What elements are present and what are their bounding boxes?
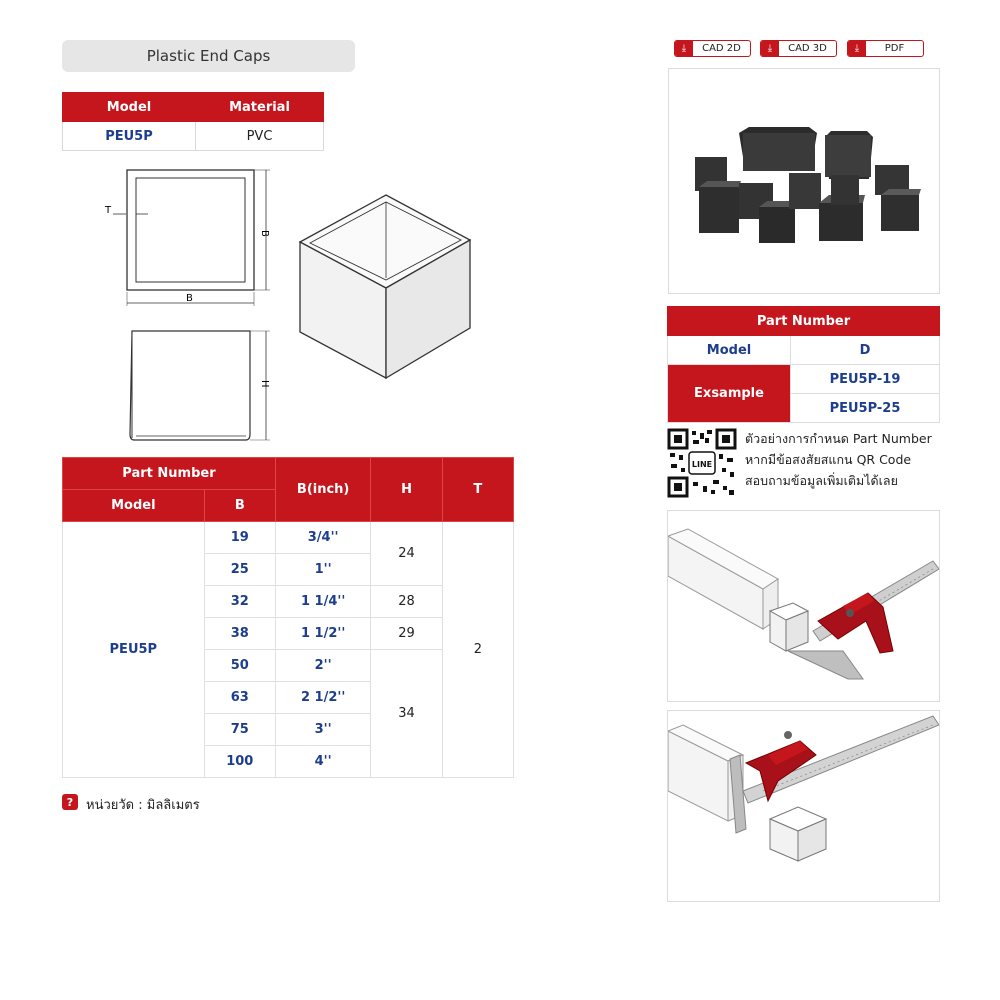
question-icon: ? (62, 794, 78, 810)
pn-d-label: D (791, 336, 940, 365)
spec-b: 32 (204, 586, 275, 618)
spec-t: 2 (442, 522, 513, 778)
pn-model-label: Model (668, 336, 791, 365)
spec-b: 63 (204, 682, 275, 714)
qr-code[interactable] (667, 428, 737, 498)
product-photo (668, 68, 940, 294)
spec-b: 75 (204, 714, 275, 746)
spec-inch: 3'' (275, 714, 370, 746)
spec-b: 25 (204, 554, 275, 586)
spec-b: 50 (204, 650, 275, 682)
spec-b: 19 (204, 522, 275, 554)
cad-3d-button[interactable]: ⤓ CAD 3D (760, 40, 837, 57)
top-view-outer (127, 170, 254, 290)
cad-2d-button[interactable]: ⤓ CAD 2D (674, 40, 751, 57)
label-b-bottom: B (186, 293, 193, 304)
part-number-table (667, 306, 940, 423)
spec-header-b: B (204, 490, 275, 522)
unit-note: หน่วยวัด : มิลลิเมตร (86, 798, 200, 813)
pn-example-label: Exsample (668, 365, 791, 423)
download-icon: ⤓ (761, 41, 779, 56)
label-t: T (105, 205, 112, 216)
pn-title: Part Number (668, 307, 940, 336)
spec-header-h: H (371, 458, 442, 522)
spec-model: PEU5P (63, 522, 205, 778)
pn-example: PEU5P-19 (791, 365, 940, 394)
spec-inch: 2 1/2'' (275, 682, 370, 714)
spec-inch: 3/4'' (275, 522, 370, 554)
material-header-model: Model (63, 93, 196, 122)
label-b-side: B (259, 230, 270, 237)
usage-illustration-2 (667, 710, 940, 902)
spec-header-t: T (442, 458, 513, 522)
spec-b: 100 (204, 746, 275, 778)
spec-inch: 4'' (275, 746, 370, 778)
qr-instructions: ตัวอย่างการกำหนด Part Number หากมีข้อสงสัยสแกน QR Code สอบถามข้อมูลเพิ่มเติมได้เลย (745, 431, 932, 488)
usage-illustration-1 (667, 510, 940, 702)
material-table (62, 92, 324, 151)
material-value: PVC (196, 122, 324, 151)
spec-header-binch: B(inch) (275, 458, 370, 522)
spec-h: 28 (371, 586, 442, 618)
technical-drawing (95, 160, 485, 450)
side-view-outline (130, 331, 250, 440)
spec-header-model: Model (63, 490, 205, 522)
spec-inch: 1 1/2'' (275, 618, 370, 650)
download-icon: ⤓ (675, 41, 693, 56)
spec-h: 29 (371, 618, 442, 650)
material-model-value: PEU5P (63, 122, 196, 151)
spec-h: 34 (371, 650, 442, 778)
top-view-inner (136, 178, 245, 282)
line-badge: LINE (691, 460, 713, 469)
table-row (63, 522, 514, 554)
material-header-material: Material (196, 93, 324, 122)
page-title: Plastic End Caps (62, 40, 355, 72)
download-icon: ⤓ (848, 41, 866, 56)
pdf-button[interactable]: ⤓ PDF (847, 40, 924, 57)
spec-header-part-number: Part Number (63, 458, 276, 490)
pn-example: PEU5P-25 (791, 394, 940, 423)
spec-inch: 2'' (275, 650, 370, 682)
spec-table (62, 457, 514, 778)
label-h: H (259, 380, 270, 388)
spec-b: 38 (204, 618, 275, 650)
spec-inch: 1 1/4'' (275, 586, 370, 618)
spec-h: 24 (371, 522, 442, 586)
spec-inch: 1'' (275, 554, 370, 586)
